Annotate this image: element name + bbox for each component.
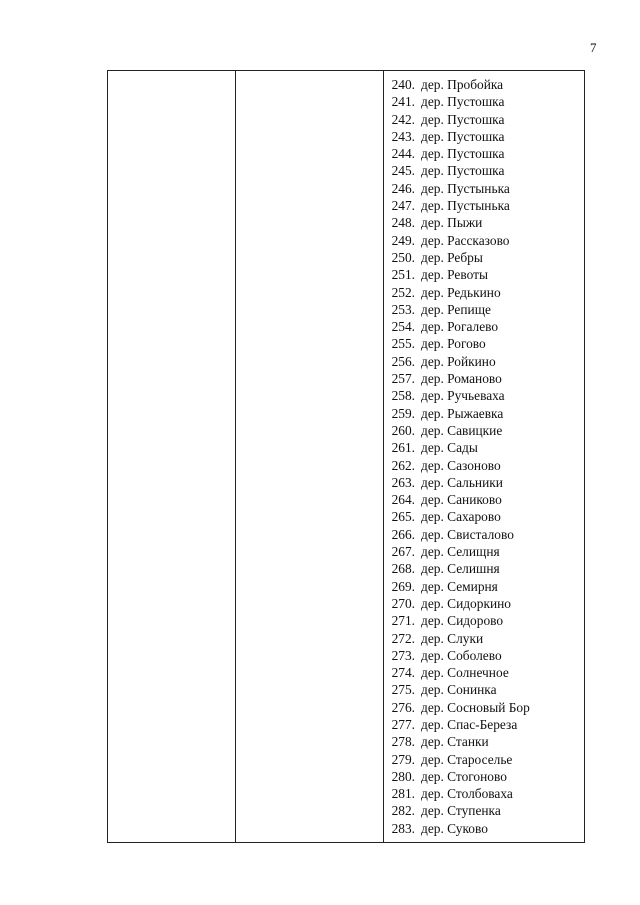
list-item [384, 491, 584, 508]
settlement-name: дер. Слуки [421, 630, 484, 646]
list-item [384, 335, 584, 352]
settlement-name: дер. Рассказово [421, 232, 510, 248]
settlement-number: 246. [391, 180, 415, 196]
settlements-table [107, 70, 585, 843]
list-item [384, 578, 584, 595]
settlement-name: дер. Сонинка [421, 682, 497, 698]
settlement-number: 279. [391, 751, 415, 767]
settlement-number: 278. [391, 734, 415, 750]
list-item [384, 768, 584, 785]
settlement-number: 269. [391, 578, 415, 594]
list-item [384, 820, 584, 837]
settlement-name: дер. Суково [421, 820, 488, 836]
list-item [384, 560, 584, 577]
settlement-name: дер. Стогоново [421, 768, 507, 784]
settlement-name: дер. Пробойка [421, 77, 504, 92]
settlement-name: дер. Селишня [421, 561, 500, 577]
settlement-number: 264. [391, 492, 415, 508]
settlement-name: дер. Сидорово [421, 613, 504, 629]
settlement-list [384, 76, 584, 842]
settlement-name: дер. Пустошка [421, 94, 505, 110]
settlement-number: 263. [391, 474, 415, 490]
settlement-number: 251. [391, 267, 415, 283]
settlement-number: 261. [391, 440, 415, 456]
settlement-name: дер. Пустынька [421, 180, 510, 196]
list-item [384, 232, 584, 249]
settlement-number: 257. [391, 371, 415, 387]
list-item [384, 802, 584, 819]
settlement-number: 274. [391, 665, 415, 681]
list-item [384, 93, 584, 110]
list-item [384, 474, 584, 491]
list-item [384, 457, 584, 474]
settlement-number: 267. [391, 544, 415, 560]
settlement-number: 272. [391, 630, 415, 646]
table-column-1-cell [108, 71, 235, 842]
settlement-name: дер. Сосновый Бор [421, 699, 530, 715]
settlement-name: дер. Репище [421, 301, 491, 317]
settlement-name: дер. Саниково [421, 492, 502, 508]
list-item [384, 197, 584, 214]
settlement-name: дер. Столбоваха [421, 786, 513, 802]
list-item [384, 785, 584, 802]
settlement-name: дер. Пустошка [421, 146, 505, 162]
settlement-name: дер. Солнечное [421, 665, 509, 681]
settlement-name: дер. Сахарово [421, 509, 501, 525]
settlement-number: 282. [391, 803, 415, 819]
list-item [384, 111, 584, 128]
list-item [384, 180, 584, 197]
list-item [384, 145, 584, 162]
settlement-name: дер. Свисталово [421, 526, 514, 542]
settlement-number: 256. [391, 353, 415, 369]
settlement-number: 273. [391, 647, 415, 663]
settlement-number: 268. [391, 561, 415, 577]
settlement-name: дер. Сальники [421, 474, 503, 490]
settlement-name: дер. Соболево [421, 647, 502, 663]
settlement-name: дер. Станки [421, 734, 489, 750]
settlement-name: дер. Спас-Береза [421, 716, 518, 732]
settlement-number: 260. [391, 422, 415, 438]
settlement-number: 243. [391, 128, 415, 144]
settlement-number: 271. [391, 613, 415, 629]
list-item [384, 508, 584, 525]
settlement-name: дер. Сидоркино [421, 595, 511, 611]
list-item [384, 543, 584, 560]
list-item [384, 249, 584, 266]
settlement-number: 242. [391, 111, 415, 127]
list-item [384, 612, 584, 629]
settlement-number: 253. [391, 301, 415, 317]
settlement-number: 249. [391, 232, 415, 248]
list-item [384, 422, 584, 439]
list-item [384, 751, 584, 768]
settlement-number: 266. [391, 526, 415, 542]
settlement-number: 252. [391, 284, 415, 300]
settlement-name: дер. Сазоново [421, 457, 501, 473]
list-item [384, 733, 584, 750]
list-item [384, 681, 584, 698]
settlement-number: 277. [391, 716, 415, 732]
list-item [384, 405, 584, 422]
list-item [384, 439, 584, 456]
list-item [384, 699, 584, 716]
settlement-name: дер. Семирня [421, 578, 498, 594]
list-item [384, 284, 584, 301]
settlement-number: 276. [391, 699, 415, 715]
list-item [384, 630, 584, 647]
settlement-name: дер. Пыжи [421, 215, 483, 231]
settlement-name: дер. Сады [421, 440, 478, 456]
table-column-2-cell [236, 71, 383, 842]
settlement-name: дер. Романово [421, 371, 502, 387]
settlement-number: 258. [391, 388, 415, 404]
settlement-number: 281. [391, 786, 415, 802]
list-item [384, 128, 584, 145]
settlement-number: 250. [391, 249, 415, 265]
list-item [384, 370, 584, 387]
settlement-number: 270. [391, 595, 415, 611]
settlement-number: 254. [391, 319, 415, 335]
list-item [384, 76, 584, 93]
list-item [384, 266, 584, 283]
list-item [384, 595, 584, 612]
settlement-name: дер. Ревоты [421, 267, 488, 283]
settlement-name: дер. Пустынька [421, 198, 510, 214]
settlement-number: 275. [391, 682, 415, 698]
settlement-number: 247. [391, 198, 415, 214]
list-item [384, 318, 584, 335]
settlement-number: 265. [391, 509, 415, 525]
settlement-name: дер. Пустошка [421, 163, 505, 179]
settlement-name: дер. Ройкино [421, 353, 496, 369]
list-item [384, 526, 584, 543]
settlement-number: 245. [391, 163, 415, 179]
list-item [384, 647, 584, 664]
settlement-number: 240. [391, 77, 415, 92]
settlement-name: дер. Пустошка [421, 111, 505, 127]
settlement-name: дер. Редькино [421, 284, 501, 300]
settlement-name: дер. Ступенка [421, 803, 501, 819]
settlement-number: 244. [391, 146, 415, 162]
settlement-name: дер. Селищня [421, 544, 500, 560]
settlement-name: дер. Рогалево [421, 319, 499, 335]
settlement-name: дер. Савицкие [421, 422, 503, 438]
settlement-number: 280. [391, 768, 415, 784]
list-item [384, 353, 584, 370]
settlement-name: дер. Рогово [421, 336, 486, 352]
page-number: 7 [590, 40, 597, 55]
settlement-number: 248. [391, 215, 415, 231]
settlement-name: дер. Ручьеваха [421, 388, 505, 404]
list-item [384, 664, 584, 681]
settlement-number: 241. [391, 94, 415, 110]
list-item [384, 214, 584, 231]
settlement-name: дер. Ребры [421, 249, 483, 265]
list-item [384, 301, 584, 318]
settlement-name: дер. Староселье [421, 751, 513, 767]
settlement-number: 255. [391, 336, 415, 352]
settlement-number: 283. [391, 820, 415, 836]
settlement-number: 259. [391, 405, 415, 421]
settlement-name: дер. Рыжаевка [421, 405, 504, 421]
settlement-name: дер. Пустошка [421, 128, 505, 144]
list-item [384, 716, 584, 733]
list-item [384, 387, 584, 404]
settlement-number: 262. [391, 457, 415, 473]
list-item [384, 162, 584, 179]
